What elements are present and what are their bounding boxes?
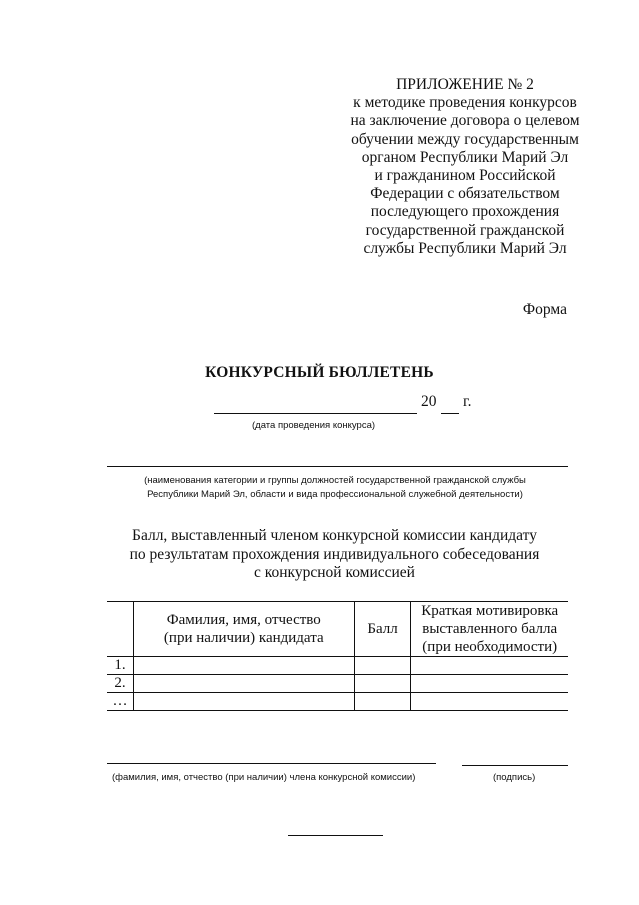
fio-header-line: Фамилия, имя, отчество — [166, 612, 321, 628]
fio-header — [133, 602, 354, 657]
fio-cell[interactable] — [133, 693, 354, 711]
motive-header-line: (при необходимости) — [422, 639, 558, 655]
score-title-line: по результатам прохождения индивидуального собеседования — [129, 545, 540, 563]
score-title-line: с конкурсной комиссией — [254, 564, 415, 581]
document-title: КОНКУРСНЫЙ БЮЛЛЕТЕНЬ — [205, 364, 434, 381]
appendix-line: ПРИЛОЖЕНИЕ № 2 — [396, 76, 534, 93]
appendix-line: государственной гражданской — [365, 221, 565, 239]
category-caption-line: Республики Марий Эл, области и вида профессиональной служебной деятельности) — [147, 489, 523, 500]
sign-caption: (подпись) — [493, 772, 536, 783]
motive-header-line: выставленного балла — [422, 621, 558, 637]
score-table — [107, 601, 568, 711]
date-line — [214, 413, 417, 414]
motive-header — [411, 602, 568, 657]
category-caption-line: (наименования категории и группы должностей государственной гражданской службы — [144, 475, 526, 486]
motive-cell[interactable] — [411, 675, 568, 693]
number-header — [107, 602, 133, 657]
fio-header-line: (при наличии) кандидата — [163, 630, 324, 646]
score-cell[interactable] — [354, 675, 411, 693]
year-line — [441, 413, 459, 414]
score-cell[interactable] — [354, 657, 411, 675]
row-number: 2. — [107, 675, 133, 693]
motive-header-line: Краткая мотивировка — [421, 603, 559, 619]
table-row — [107, 693, 568, 711]
table-row — [107, 657, 568, 675]
category-caption — [90, 474, 580, 502]
form-label: Форма — [522, 301, 567, 318]
sign-line — [462, 765, 568, 766]
appendix-line: органом Республики Марий Эл — [361, 148, 569, 166]
motive-cell[interactable] — [411, 657, 568, 675]
date-year-suffix: г. — [463, 393, 472, 410]
appendix-line: службы Республики Марий Эл — [363, 239, 567, 257]
date-year-prefix: 20 — [421, 393, 437, 410]
appendix-header — [340, 76, 590, 258]
table-row — [107, 675, 568, 693]
appendix-line: к методике проведения конкурсов — [353, 94, 577, 112]
appendix-line: Федерации с обязательством — [370, 185, 560, 203]
date-caption: (дата проведения конкурса) — [252, 420, 376, 431]
motive-cell[interactable] — [411, 693, 568, 711]
bottom-rule — [288, 835, 383, 836]
score-title-line: Балл, выставленный членом конкурсной комиссии кандидату — [132, 527, 537, 544]
row-number: 1. — [107, 657, 133, 675]
row-number: … — [107, 693, 133, 711]
appendix-line: и гражданином Российской — [374, 167, 556, 185]
score-cell[interactable] — [354, 693, 411, 711]
score-title — [0, 527, 639, 583]
table-header-row — [107, 602, 568, 657]
fio-cell[interactable] — [133, 675, 354, 693]
appendix-line: обучении между государственным — [351, 130, 579, 148]
category-line — [107, 466, 568, 467]
fio-signature-line — [107, 763, 436, 764]
appendix-line: последующего прохождения — [370, 203, 560, 221]
appendix-line: на заключение договора о целевом — [350, 112, 580, 130]
fio-caption: (фамилия, имя, отчество (при наличии) члена конкурсной комиссии) — [112, 772, 416, 783]
score-header: Балл — [354, 602, 411, 657]
fio-cell[interactable] — [133, 657, 354, 675]
